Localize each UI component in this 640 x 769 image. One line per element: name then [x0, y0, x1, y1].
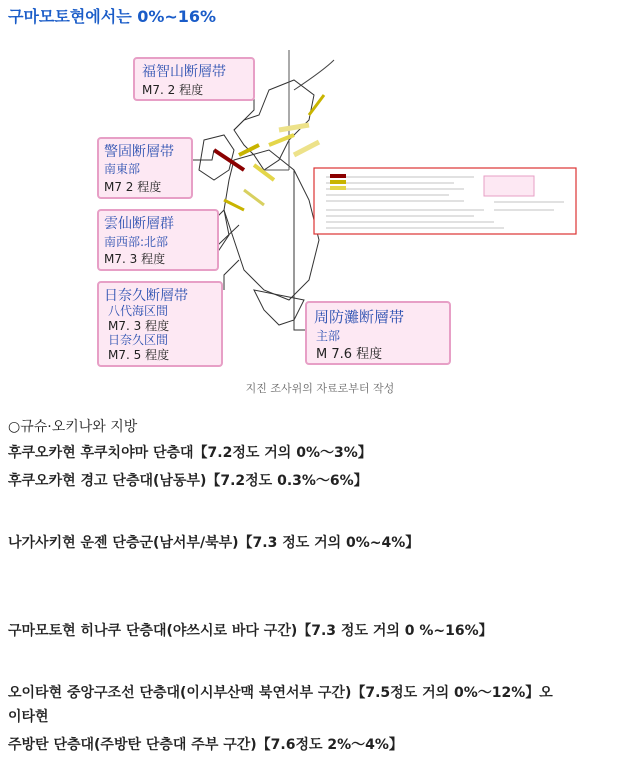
page-heading: 구마모토현에서는 0%~16%: [8, 7, 217, 26]
svg-text:日奈久区間: 日奈久区間: [108, 333, 169, 347]
svg-text:日奈久断層帯: 日奈久断層帯: [104, 288, 188, 304]
fault-map-figure: [94, 50, 584, 370]
svg-text:M7 2 程度: M7 2 程度: [104, 180, 162, 194]
region-heading: ○규슈·오키나와 지방: [8, 419, 138, 435]
svg-text:南西部:北部: 南西部:北部: [104, 235, 169, 249]
svg-text:福智山断層帯: 福智山断層帯: [142, 64, 226, 80]
label-suonada: [306, 302, 450, 364]
fault-line-2: 후쿠오카현 경고 단층대(남동부)【7.2정도 0.3%～6%】: [8, 473, 368, 489]
svg-text:M7. 5 程度: M7. 5 程度: [108, 348, 170, 362]
fault-line-3: 나가사키현 운젠 단층군(남서부/북부)【7.3 정도 거의 0%~4%】: [8, 535, 420, 551]
label-unzen: [98, 210, 218, 270]
svg-text:M7. 3 程度: M7. 3 程度: [104, 252, 166, 266]
fault-lines: [214, 95, 324, 210]
svg-text:主部: 主部: [316, 329, 341, 343]
svg-text:周防灘断層帯: 周防灘断層帯: [314, 308, 405, 326]
svg-text:M7. 2 程度: M7. 2 程度: [142, 83, 204, 97]
fault-line-6: 주방탄 단층대(주방탄 단층대 주부 구간)【7.6정도 2%～4%】: [8, 737, 403, 753]
svg-text:M 7.6 程度: M 7.6 程度: [316, 347, 383, 362]
svg-text:M7. 3 程度: M7. 3 程度: [108, 319, 170, 333]
svg-text:南東部: 南東部: [104, 162, 141, 176]
fault-line-5-cont: 이타현: [8, 709, 49, 725]
svg-text:警固断層帯: 警固断層帯: [104, 144, 174, 160]
legend-panel: [314, 168, 576, 234]
figure-caption: 지진 조사위의 자료로부터 작성: [245, 382, 395, 395]
label-kego: [98, 138, 192, 198]
fault-line-4: 구마모토현 히나쿠 단층대(야쓰시로 바다 구간)【7.3 정도 거의 0 %~16%】: [8, 623, 493, 639]
fault-line-5: 오이타현 중앙구조선 단층대(이시부산맥 북연서부 구간)【7.5정도 거의 0%～12%】오: [8, 685, 553, 701]
svg-text:八代海区間: 八代海区間: [108, 304, 169, 318]
label-fukuchiyama: [134, 58, 254, 100]
svg-text:雲仙断層群: 雲仙断層群: [104, 216, 174, 232]
label-hinagu: [98, 282, 222, 366]
fault-line-1: 후쿠오카현 후쿠치야마 단층대【7.2정도 거의 0%～3%】: [8, 445, 372, 461]
